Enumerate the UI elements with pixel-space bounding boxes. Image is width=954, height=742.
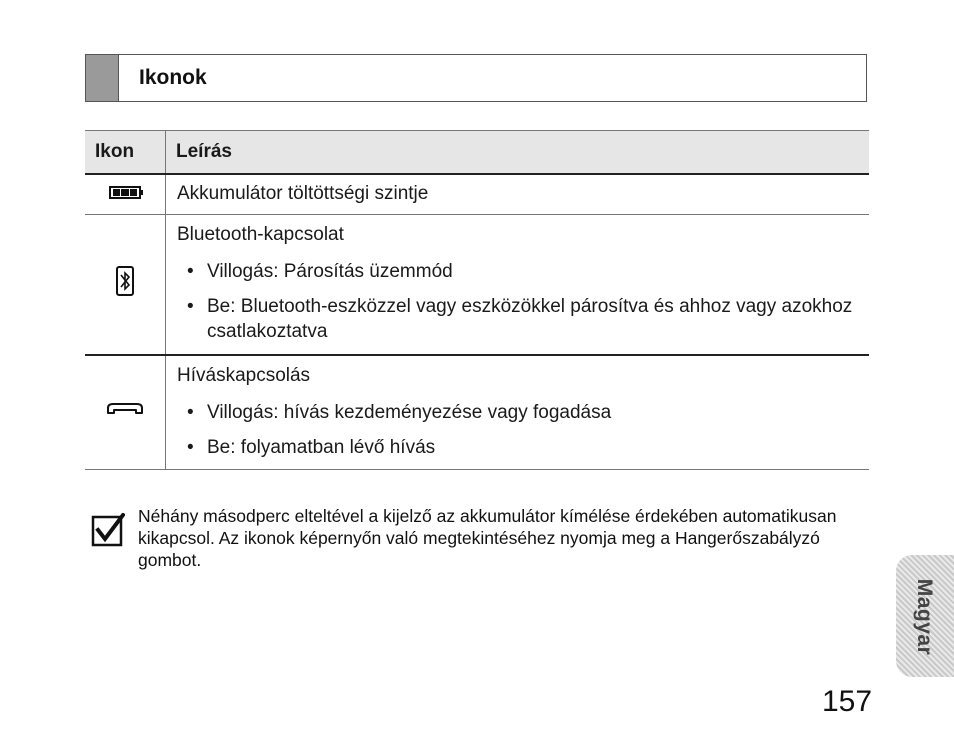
section-title: Ikonok: [139, 66, 207, 89]
language-tab: [896, 555, 954, 677]
icon-table: [85, 130, 869, 470]
description-cell: [166, 214, 870, 355]
table-row: [85, 355, 869, 470]
table-row: [85, 214, 869, 355]
language-tab-label: Magyar: [913, 578, 936, 656]
section-header: [85, 54, 867, 102]
note-text: Néhány másodperc elteltével a kijelző az akkumulátor kímélése érdekében automatikusan kikapcsol. Az ikonok képernyőn való megtekintéséhez nyomja meg a Hangerőszabályzó gombot.: [138, 506, 837, 570]
bullet-list: [177, 259, 859, 344]
page-number: 157: [822, 685, 873, 718]
column-header-icon: Ikon: [85, 131, 166, 175]
description-cell: [166, 174, 870, 214]
description-main: Bluetooth-kapcsolat: [177, 223, 344, 245]
column-header-description: Leírás: [166, 131, 870, 175]
description-main: Híváskapcsolás: [177, 364, 311, 386]
table-row: [85, 174, 869, 214]
table-header-row: [85, 131, 869, 175]
bluetooth-icon: [116, 266, 134, 296]
phone-handset-icon: [105, 401, 145, 417]
list-item: • Villogás: Párosítás üzemmód: [187, 260, 453, 282]
section-header-block: [86, 55, 119, 101]
icon-cell: [85, 174, 166, 214]
icon-cell: [85, 355, 166, 470]
icon-cell: [85, 214, 166, 355]
description-main: Akkumulátor töltöttségi szintje: [177, 183, 429, 204]
list-item: • Villogás: hívás kezdeményezése vagy fogadása: [187, 401, 612, 423]
list-item: • Be: folyamatban lévő hívás: [187, 436, 436, 458]
description-cell: [166, 355, 870, 470]
checkbox-note-icon: [91, 513, 125, 547]
list-item: • Be: Bluetooth-eszközzel vagy eszközökkel párosítva és ahhoz vagy azokhoz csatlakoztatva: [187, 295, 853, 342]
bullet-list: [177, 400, 859, 460]
battery-icon: [109, 186, 141, 199]
